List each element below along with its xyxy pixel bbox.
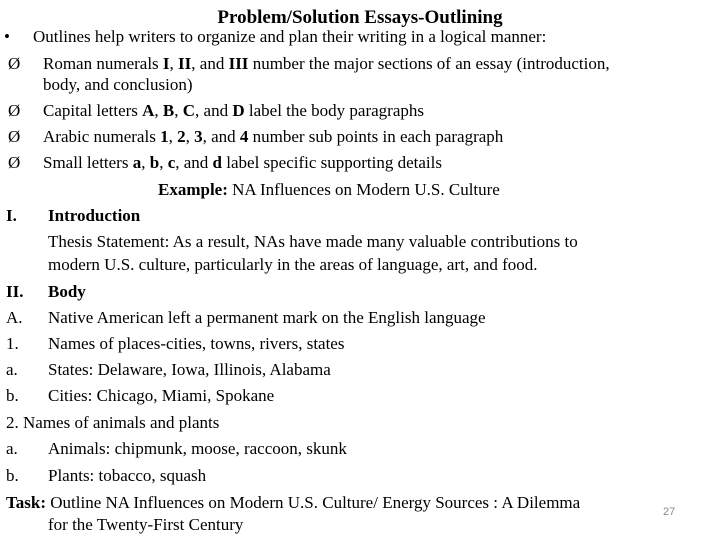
outline-body: Body [48, 282, 86, 301]
arrow-item-capital: Capital letters A, B, C, and D label the body paragraphs [43, 101, 425, 120]
slide-title: Problem/Solution Essays-Outlining [217, 7, 503, 28]
arrow-item-small: Small letters a, b, c, and d label specific supporting details [43, 153, 442, 172]
arrow-bullet-icon: Ø [8, 127, 21, 146]
outline-detail-animals: Animals: chipmunk, moose, raccoon, skunk [48, 439, 347, 458]
outline-marker-1: 1. [6, 334, 19, 353]
arrow-item-arabic: Arabic numerals 1, 2, 3, and 4 number sub points in each paragraph [43, 127, 504, 146]
outline-marker-a: A. [6, 308, 23, 327]
task-line-continued: for the Twenty-First Century [48, 515, 244, 534]
arrow-bullet-icon: Ø [8, 153, 21, 172]
outline-introduction: Introduction [48, 206, 141, 225]
thesis-statement: Thesis Statement: As a result, NAs have made many valuable contributions to [48, 232, 578, 251]
arrow-item-roman-continued: body, and conclusion) [43, 75, 193, 94]
outline-point-a: Native American left a permanent mark on the English language [48, 308, 486, 327]
outline-detail-states: States: Delaware, Iowa, Illinois, Alabama [48, 360, 331, 379]
outline-marker-a-2: a. [6, 439, 18, 458]
outline-detail-cities: Cities: Chicago, Miami, Spokane [48, 386, 275, 405]
example-heading: Example: NA Influences on Modern U.S. Culture [158, 180, 500, 199]
outline-detail-plants: Plants: tobacco, squash [48, 466, 207, 485]
outline-marker-a-1: a. [6, 360, 18, 379]
outline-point-2: 2. Names of animals and plants [6, 413, 220, 432]
arrow-item-roman: Roman numerals I, II, and III number the major sections of an essay (introduction, [43, 54, 610, 73]
outline-marker-i: I. [6, 206, 17, 225]
bullet-marker: • [4, 27, 10, 46]
page-number: 27 [663, 506, 676, 518]
outline-point-1: Names of places-cities, towns, rivers, states [48, 334, 345, 353]
outline-marker-ii: II. [6, 282, 24, 301]
task-line: Task: Outline NA Influences on Modern U.S. Culture/ Energy Sources : A Dilemma [6, 493, 581, 512]
intro-bullet-text: Outlines help writers to organize and plan their writing in a logical manner: [33, 27, 547, 46]
arrow-bullet-icon: Ø [8, 54, 21, 73]
outline-marker-b-1: b. [6, 386, 19, 405]
arrow-bullet-icon: Ø [8, 101, 21, 120]
thesis-statement-continued: modern U.S. culture, particularly in the areas of language, art, and food. [48, 255, 538, 274]
outline-marker-b-2: b. [6, 466, 19, 485]
